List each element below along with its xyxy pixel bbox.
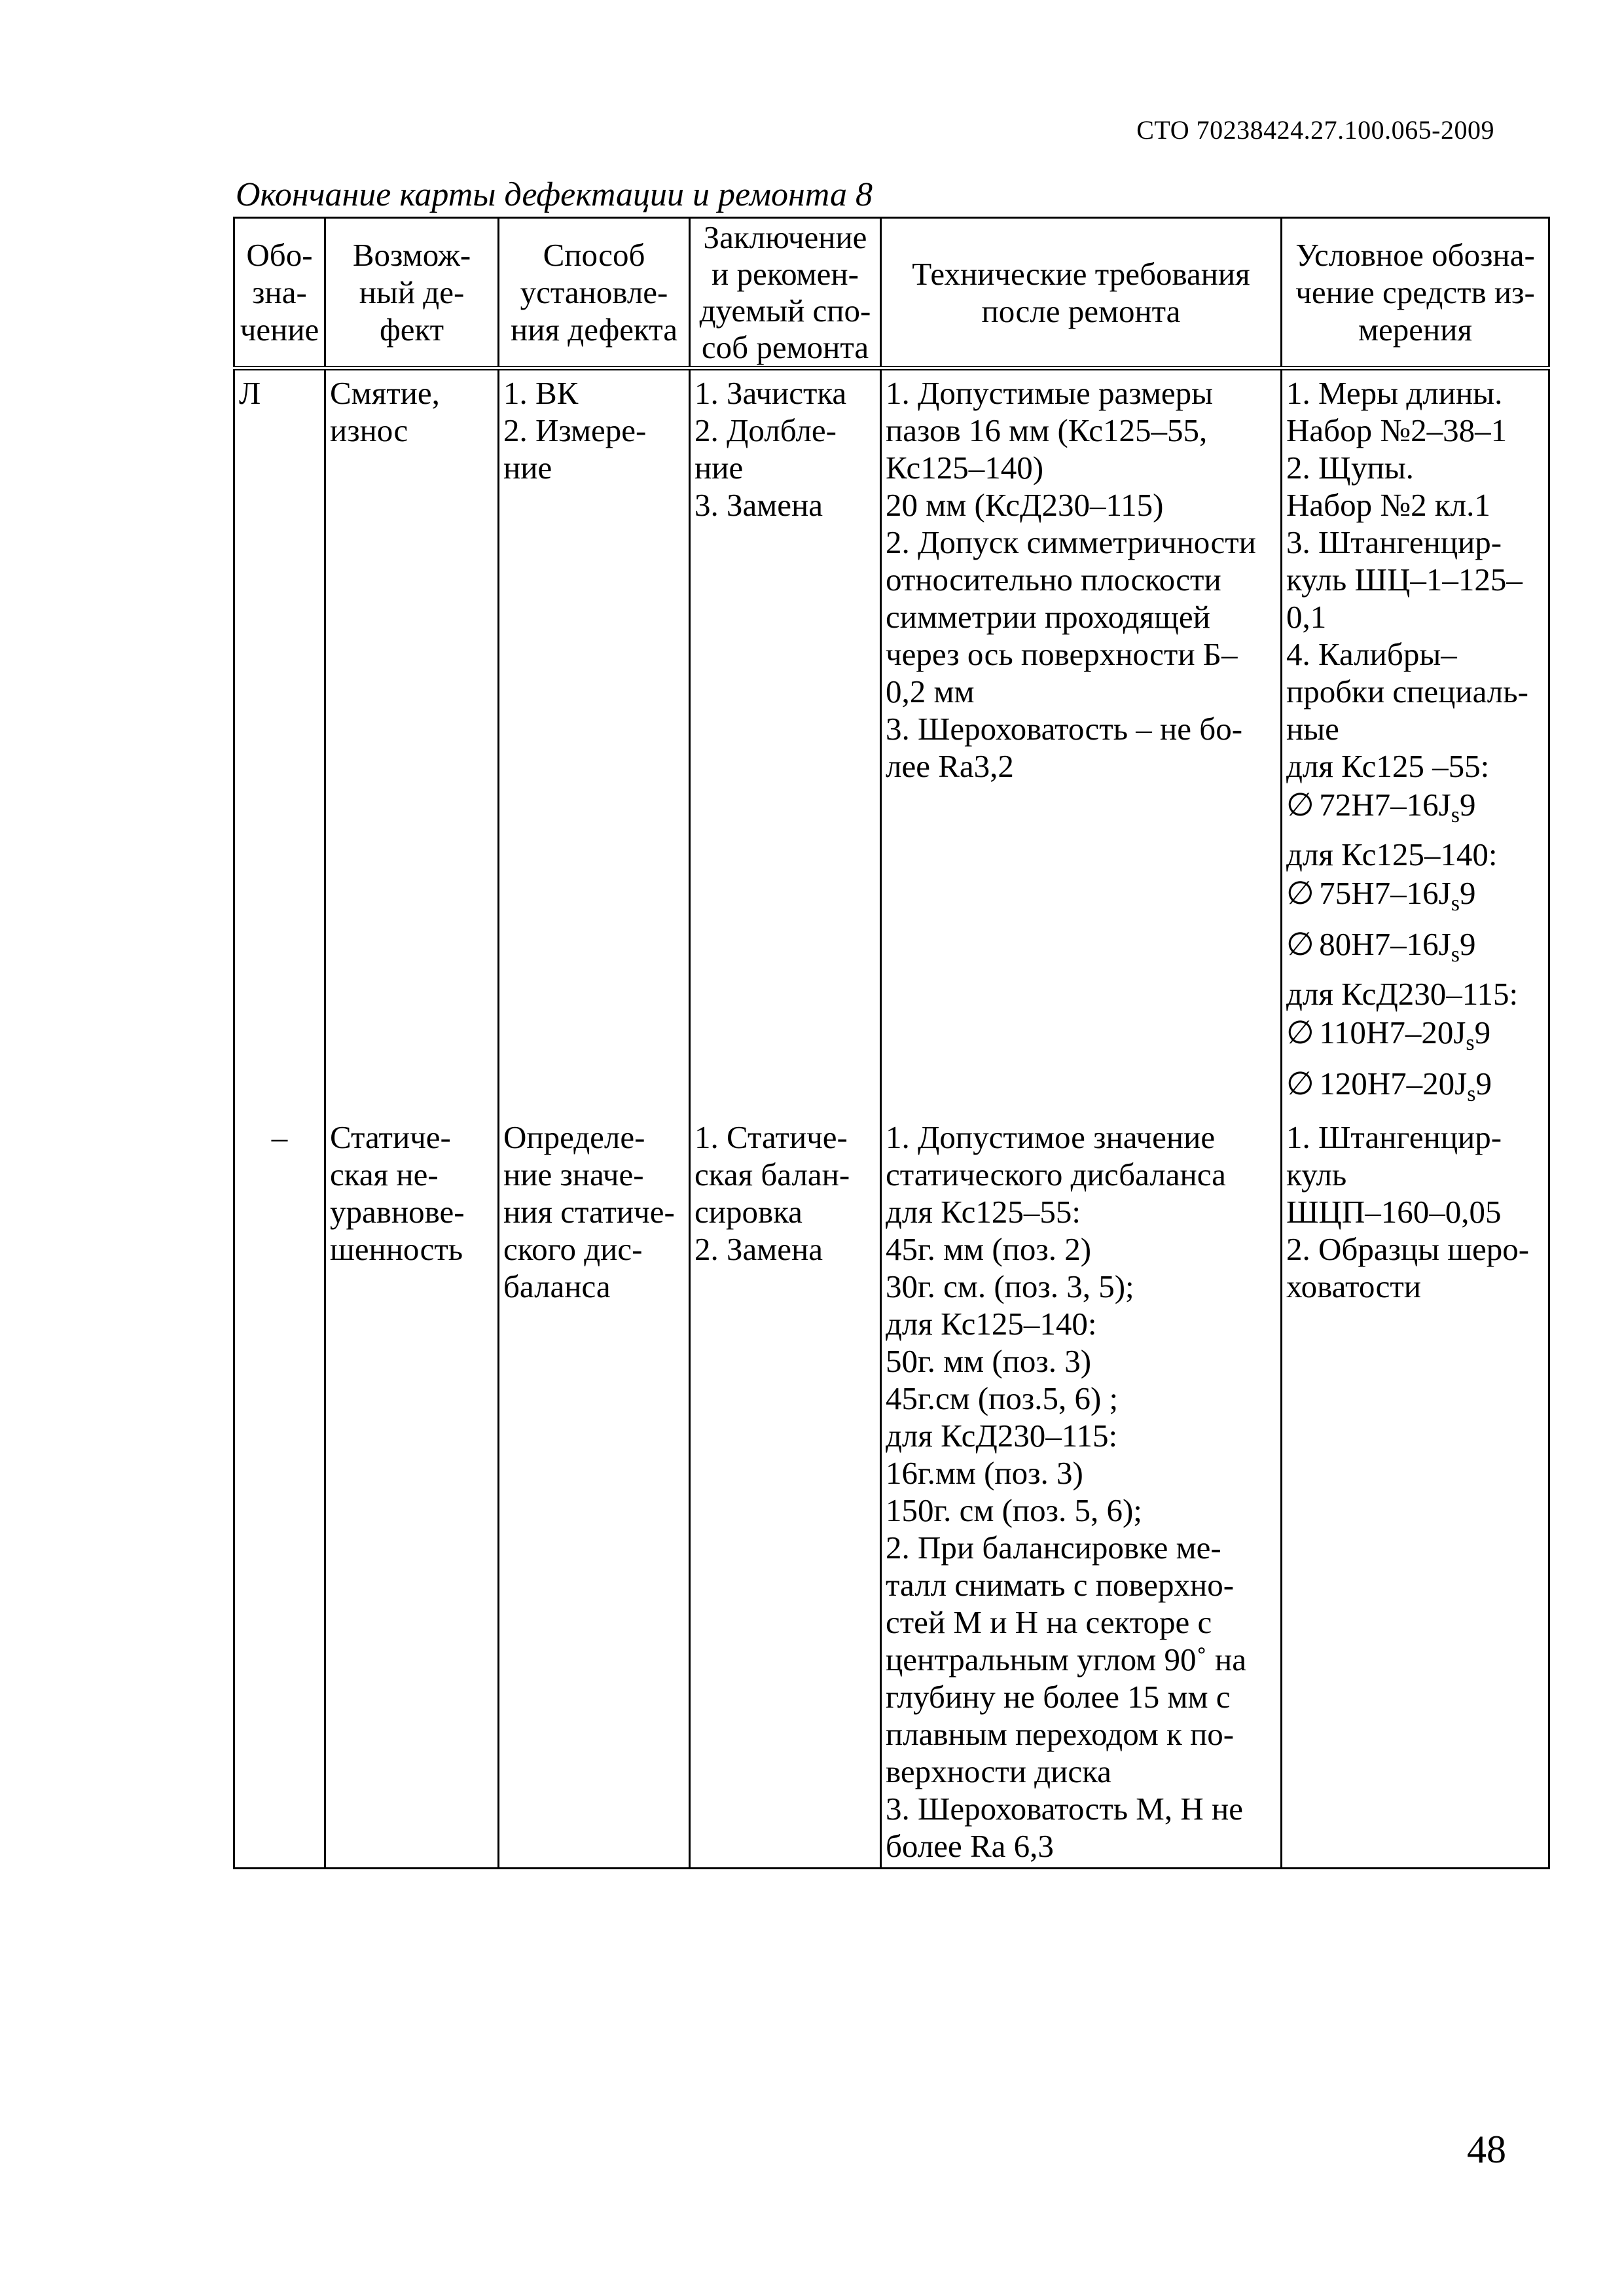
diameter-icon: ∅	[1286, 926, 1314, 962]
diameter-icon: ∅	[1286, 875, 1314, 911]
table-row	[234, 1115, 1549, 1869]
cell-defect: Статиче- ская не- уравнове- шенность	[325, 1115, 499, 1869]
header-instruments: Условное обозна- чение средств из- мерения	[1282, 218, 1549, 368]
standard-code: СТО 70238424.27.100.065-2009	[1136, 115, 1494, 145]
header-possible-defect: Возмож- ный де- фект	[325, 218, 499, 368]
header-designation: Обо- зна- чение	[234, 218, 325, 368]
table-header-row	[234, 218, 1549, 368]
gauge-110: ∅ $110Н7-20J_s9$	[1286, 1013, 1544, 1064]
diameter-icon: ∅	[1286, 1066, 1314, 1102]
header-technical-requirements: Технические требования после ремонта	[881, 218, 1282, 368]
cell-instruments: 1. Меры длины. Набор №2–38–1 2. Щупы. Набор №2 кл.1 3. Штангенцир- куль ШЦ–1–125– 0,1 4. Калибры– пробки специаль- ные для Кс125 –55: ∅ $72Н7-16J_s9$ для Кс125–140: ∅ $75Н7-16J_s9$ ∅ $80Н7-16J_s9$ для КсД230–115: ∅ $110Н7-20J_s9$ ∅ $120Н7-20J_s9$	[1282, 368, 1549, 1115]
cell-instruments: 1. Штангенцир- куль ШЦП–160–0,05 2. Образцы шеро- ховатости	[1282, 1115, 1549, 1869]
cell-conclusion: 1. Статиче- ская балан- сировка 2. Замена	[690, 1115, 881, 1869]
page-number: 48	[1467, 2128, 1506, 2171]
cell-designation: Л	[234, 368, 325, 1115]
gauge-72: ∅ $72Н7-16J_s9$	[1286, 785, 1544, 836]
gauge-75: ∅ $75Н7-16J_s9$	[1286, 873, 1544, 924]
gauge-80: ∅ $80Н7-16J_s9$	[1286, 924, 1544, 975]
cell-requirements: 1. Допустимые размеры пазов 16 мм (Кс125–55, Кс125–140) 20 мм (КсД230–115) 2. Допуск симметричности относительно плоскости симметрии проходящей через ось поверхности Б– 0,2 мм 3. Шероховатость – не бо- лее Ra3,2	[881, 368, 1282, 1115]
header-detection-method: Способ установле- ния дефекта	[499, 218, 690, 368]
table-row	[234, 368, 1549, 1115]
cell-conclusion: 1. Зачистка 2. Долбле- ние 3. Замена	[690, 368, 881, 1115]
defect-repair-table	[233, 217, 1550, 1869]
cell-designation: –	[234, 1115, 325, 1869]
table-caption: Окончание карты дефектации и ремонта 8	[236, 176, 873, 213]
gauge-120: ∅ $120Н7-20J_s9$	[1286, 1064, 1544, 1115]
diameter-icon: ∅	[1286, 787, 1314, 823]
cell-defect: Смятие, износ	[325, 368, 499, 1115]
cell-requirements: 1. Допустимое значение статического дисбаланса для Кс125–55: 45г. мм (поз. 2) 30г. см. (поз. 3, 5); для Кс125–140: 50г. мм (поз. 3) 45г.см (поз.5, 6) ; для КсД230–115: 16г.мм (поз. 3) 150г. см (поз. 5, 6); 2. При балансировке ме- талл снимать с поверхно- стей М и Н на секторе с центральным углом 90˚ на глубину не более 15 мм с плавным переходом к по- верхности диска 3. Шероховатость М, Н не более Ra 6,3	[881, 1115, 1282, 1869]
diameter-icon: ∅	[1286, 1014, 1314, 1050]
cell-method: 1. ВК 2. Измере- ние	[499, 368, 690, 1115]
header-conclusion: Заключение и рекомен- дуемый спо- соб ремонта	[690, 218, 881, 368]
cell-method: Определе- ние значе- ния статиче- ского дис- баланса	[499, 1115, 690, 1869]
